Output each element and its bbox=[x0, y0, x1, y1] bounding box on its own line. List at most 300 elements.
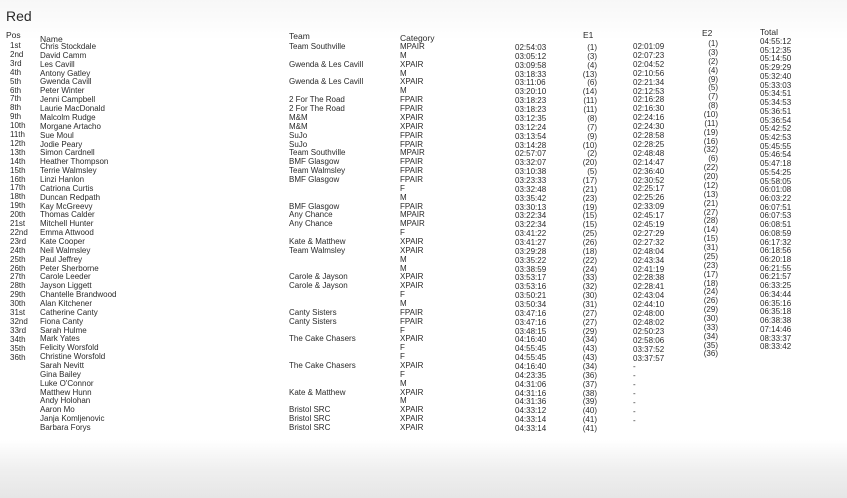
cell-name: Simon Cardnell bbox=[40, 148, 95, 158]
cell-category: M bbox=[400, 378, 407, 388]
cell-e2-rank: (27) bbox=[703, 207, 718, 217]
cell-e1-time: 04:33:12 bbox=[515, 406, 547, 416]
cell-team: Team Southville bbox=[289, 42, 346, 51]
cell-total: 05:46:54 bbox=[760, 150, 792, 160]
cell-e2-time: 02:27:29 bbox=[633, 228, 665, 238]
cell-category: FPAIR bbox=[400, 95, 423, 105]
cell-e1-time: 03:13:54 bbox=[515, 131, 547, 141]
cell-e1-time: 02:54:03 bbox=[515, 43, 547, 52]
cell-total: 07:14:46 bbox=[760, 324, 792, 334]
cell-e2-time: 02:41:19 bbox=[633, 264, 665, 274]
cell-e2-rank: (24) bbox=[703, 287, 718, 297]
cell-e2-rank: (14) bbox=[703, 225, 718, 235]
cell-name: Jenni Campbell bbox=[40, 95, 96, 105]
cell-name: Sarah Hulme bbox=[40, 325, 87, 335]
cell-e2-time: - bbox=[633, 362, 636, 372]
cell-pos: 2nd bbox=[10, 49, 24, 59]
cell-category: XPAIR bbox=[400, 245, 424, 255]
cell-e1-rank: (33) bbox=[582, 273, 597, 283]
cell-category: MPAIR bbox=[400, 210, 425, 220]
cell-e2-time: 02:43:04 bbox=[633, 291, 665, 301]
cell-e2-time: 02:45:19 bbox=[633, 220, 665, 229]
cell-e2-time: 02:28:38 bbox=[633, 273, 665, 283]
cell-e2-time: 02:16:28 bbox=[633, 95, 665, 105]
cell-name: Duncan Redpath bbox=[40, 192, 101, 202]
cell-e1-rank: (23) bbox=[582, 193, 597, 203]
cell-total: 05:47:18 bbox=[760, 159, 792, 169]
cell-e1-time: 03:11:06 bbox=[515, 78, 546, 88]
cell-category: FPAIR bbox=[400, 130, 423, 140]
cell-category: F bbox=[400, 325, 405, 335]
cell-team: BMF Glasgow bbox=[289, 174, 340, 184]
cell-name: Sue Moul bbox=[40, 130, 74, 140]
cell-category: F bbox=[400, 290, 405, 300]
cell-e2-time: 02:36:40 bbox=[633, 166, 665, 176]
cell-total: 06:33:25 bbox=[760, 281, 792, 291]
cell-e2-rank: (9) bbox=[708, 74, 718, 84]
cell-e2-time: 02:28:58 bbox=[633, 131, 665, 140]
cell-pos: 31st bbox=[10, 308, 26, 317]
header-team: Team bbox=[289, 31, 310, 41]
cell-category: FPAIR bbox=[400, 316, 423, 326]
cell-e1-time: 03:14:28 bbox=[515, 140, 547, 150]
cell-e2-rank: (2) bbox=[708, 56, 718, 66]
cell-e1-rank: (1) bbox=[587, 43, 597, 52]
cell-name: Chris Stockdale bbox=[40, 42, 97, 51]
cell-category: F bbox=[400, 369, 405, 379]
cell-pos: 9th bbox=[10, 112, 22, 122]
cell-name: Sarah Nevitt bbox=[40, 361, 85, 370]
cell-e2-time: 02:10:56 bbox=[633, 68, 665, 78]
cell-total: 06:34:44 bbox=[760, 289, 792, 299]
cell-name: Carole Leeder bbox=[40, 272, 91, 282]
cell-e1-rank: (27) bbox=[582, 317, 597, 327]
cell-e2-time: 02:45:17 bbox=[633, 211, 665, 221]
cell-e1-time: 03:05:12 bbox=[515, 51, 547, 61]
cell-e1-rank: (21) bbox=[582, 184, 597, 194]
cell-category: XPAIR bbox=[400, 334, 424, 344]
cell-total: 05:12:35 bbox=[760, 45, 792, 55]
cell-total: 06:07:53 bbox=[760, 211, 792, 221]
cell-e2-rank: (20) bbox=[703, 172, 718, 181]
cell-category: M bbox=[400, 68, 407, 78]
cell-total: 05:36:54 bbox=[760, 115, 792, 125]
cell-e1-time: 02:57:07 bbox=[515, 149, 547, 159]
cell-pos: 13th bbox=[10, 147, 26, 157]
cell-e2-rank: (16) bbox=[703, 136, 718, 146]
cell-name: Fiona Canty bbox=[40, 316, 84, 326]
cell-team: Gwenda & Les Cavill bbox=[289, 59, 364, 69]
cell-name: Heather Thompson bbox=[40, 157, 109, 167]
cell-name: Emma Attwood bbox=[40, 228, 94, 238]
cell-e1-rank: (29) bbox=[582, 326, 597, 336]
cell-e2-rank: (32) bbox=[703, 145, 718, 155]
cell-pos: 30th bbox=[10, 299, 26, 309]
cell-e2-rank: (22) bbox=[703, 163, 718, 173]
cell-e2-rank: (5) bbox=[708, 83, 718, 93]
cell-e2-time: 02:33:09 bbox=[633, 202, 665, 212]
cell-name: Peter Winter bbox=[40, 86, 85, 96]
cell-category: F bbox=[400, 352, 405, 362]
cell-e2-time: 02:12:53 bbox=[633, 86, 665, 96]
cell-e1-time: 04:33:14 bbox=[515, 415, 547, 425]
cell-e1-rank: (19) bbox=[582, 202, 597, 212]
cell-e2-rank: (36) bbox=[703, 349, 718, 359]
cell-e1-time: 03:22:34 bbox=[515, 211, 547, 221]
cell-category: XPAIR bbox=[400, 272, 424, 282]
cell-category: M bbox=[400, 298, 407, 308]
cell-pos: 29th bbox=[10, 290, 26, 300]
page-title: Red bbox=[6, 8, 32, 24]
cell-e1-time: 03:32:07 bbox=[515, 158, 547, 168]
cell-name: Malcolm Rudge bbox=[40, 112, 96, 122]
cell-e1-rank: (15) bbox=[582, 211, 597, 221]
cell-name: Matthew Hunn bbox=[40, 387, 92, 397]
cell-e2-rank: (26) bbox=[703, 296, 718, 306]
cell-total: 08:33:37 bbox=[760, 333, 792, 343]
cell-e1-rank: (11) bbox=[583, 105, 597, 114]
cell-e1-rank: (41) bbox=[582, 424, 597, 433]
cell-total: 06:38:38 bbox=[760, 316, 792, 325]
cell-e1-time: 04:31:16 bbox=[515, 388, 547, 398]
cell-category: M bbox=[400, 263, 407, 273]
cell-e1-rank: (41) bbox=[582, 415, 597, 425]
cell-pos: 26th bbox=[10, 263, 26, 273]
cell-category: MPAIR bbox=[400, 148, 425, 158]
cell-total: 06:35:18 bbox=[760, 307, 792, 317]
cell-pos: 22nd bbox=[10, 227, 28, 237]
cell-category: XPAIR bbox=[400, 112, 424, 122]
cell-e2-time: 02:04:52 bbox=[633, 59, 665, 69]
cell-total: 05:14:50 bbox=[760, 54, 792, 64]
cell-total: 05:34:51 bbox=[760, 89, 792, 99]
header-name: Name bbox=[40, 34, 63, 44]
cell-name: Peter Sherborne bbox=[40, 263, 99, 273]
cell-e2-rank: (7) bbox=[708, 92, 718, 102]
cell-total: 05:33:03 bbox=[760, 80, 792, 90]
cell-team: Team Walmsley bbox=[289, 166, 346, 175]
cell-team: M&M bbox=[289, 121, 308, 131]
cell-e1-time: 03:47:16 bbox=[515, 308, 547, 318]
cell-pos: 24th bbox=[10, 245, 26, 255]
cell-category: FPAIR bbox=[400, 139, 423, 149]
cell-category: XPAIR bbox=[400, 59, 424, 69]
cell-name: Gwenda Cavill bbox=[40, 77, 92, 87]
cell-e2-time: 02:27:32 bbox=[633, 237, 665, 247]
cell-pos: 27th bbox=[10, 272, 26, 282]
cell-e1-rank: (9) bbox=[587, 131, 597, 141]
cell-pos: 5th bbox=[10, 76, 22, 86]
cell-pos: 15th bbox=[10, 165, 26, 175]
cell-e2-time: - bbox=[633, 371, 636, 381]
cell-e2-rank: (6) bbox=[708, 154, 718, 164]
cell-total: 05:42:53 bbox=[760, 132, 792, 142]
cell-total: 05:58:05 bbox=[760, 176, 792, 186]
cell-category: XPAIR bbox=[400, 405, 424, 415]
cell-team: 2 For The Road bbox=[289, 95, 345, 105]
cell-e2-rank: (23) bbox=[703, 260, 718, 270]
cell-e2-time: 02:21:34 bbox=[633, 77, 665, 87]
cell-total: 05:54:25 bbox=[760, 167, 792, 177]
cell-name: Jayson Liggett bbox=[40, 281, 92, 291]
cell-e2-time: 02:24:16 bbox=[633, 113, 665, 123]
cell-e1-rank: (4) bbox=[587, 60, 597, 70]
cell-e1-time: 03:41:27 bbox=[515, 237, 547, 247]
cell-category: FPAIR bbox=[400, 307, 423, 317]
cell-e2-time: 02:58:06 bbox=[633, 335, 665, 345]
cell-e1-rank: (8) bbox=[587, 113, 597, 123]
cell-e1-rank: (7) bbox=[587, 122, 597, 132]
cell-category: F bbox=[400, 183, 405, 193]
cell-e2-time: 02:48:02 bbox=[633, 317, 665, 327]
cell-e2-time: - bbox=[633, 389, 636, 399]
cell-e1-rank: (31) bbox=[582, 299, 597, 309]
cell-e2-rank: (21) bbox=[703, 198, 718, 208]
cell-e1-time: 03:18:33 bbox=[515, 69, 547, 79]
cell-pos: 6th bbox=[10, 85, 22, 95]
cell-e1-rank: (10) bbox=[582, 140, 597, 150]
cell-category: XPAIR bbox=[400, 236, 424, 246]
header-e2: E2 bbox=[702, 28, 713, 38]
cell-total: 05:36:51 bbox=[760, 106, 792, 116]
cell-name: Terrie Walmsley bbox=[40, 166, 97, 175]
cell-total: 05:32:40 bbox=[760, 71, 792, 81]
cell-team: SuJo bbox=[289, 130, 308, 140]
cell-team: Gwenda & Les Cavill bbox=[289, 77, 364, 87]
cell-category: F bbox=[400, 228, 405, 238]
cell-e1-time: 03:48:15 bbox=[515, 326, 547, 336]
cell-e1-time: 03:10:38 bbox=[515, 167, 547, 176]
cell-e1-rank: (34) bbox=[582, 362, 597, 371]
cell-team: Kate & Matthew bbox=[289, 236, 346, 246]
cell-e1-rank: (30) bbox=[582, 291, 597, 301]
cell-pos: 12th bbox=[10, 138, 26, 148]
cell-total: 06:21:57 bbox=[760, 272, 792, 282]
cell-category: M bbox=[400, 254, 407, 264]
cell-e2-rank: (13) bbox=[703, 189, 718, 199]
cell-team: Team Southville bbox=[289, 148, 346, 158]
cell-name: Antony Gatley bbox=[40, 68, 91, 78]
cell-category: M bbox=[400, 192, 407, 202]
cell-e2-time: 02:16:30 bbox=[633, 104, 665, 114]
cell-team: Any Chance bbox=[289, 210, 333, 220]
cell-e1-rank: (5) bbox=[587, 167, 597, 176]
cell-e2-time: 02:28:41 bbox=[633, 282, 665, 292]
header-category: Category bbox=[400, 33, 435, 43]
cell-name: Kay McGreevy bbox=[40, 201, 93, 211]
cell-e2-time: 02:01:09 bbox=[633, 42, 665, 51]
cell-e1-time: 04:55:45 bbox=[515, 344, 547, 354]
cell-pos: 19th bbox=[10, 201, 26, 211]
cell-name: Laurie MacDonald bbox=[40, 104, 105, 113]
cell-e1-rank: (26) bbox=[582, 237, 597, 247]
cell-e1-rank: (32) bbox=[582, 282, 597, 292]
cell-e2-time: 02:43:34 bbox=[633, 255, 665, 265]
cell-e1-time: 03:35:22 bbox=[515, 255, 547, 265]
cell-e2-time: 02:48:04 bbox=[633, 246, 665, 256]
cell-total: 04:55:12 bbox=[760, 37, 792, 46]
cell-e2-rank: (18) bbox=[703, 278, 718, 288]
cell-e1-time: 03:20:10 bbox=[515, 87, 547, 97]
cell-e1-time: 03:53:17 bbox=[515, 273, 547, 283]
cell-e2-time: 02:48:48 bbox=[633, 148, 665, 158]
cell-category: XPAIR bbox=[400, 423, 424, 432]
cell-name: Barbara Forys bbox=[40, 423, 91, 432]
cell-e2-time: 02:30:52 bbox=[633, 175, 665, 185]
cell-pos: 3rd bbox=[10, 58, 22, 68]
cell-e1-time: 03:32:48 bbox=[515, 184, 547, 194]
cell-e1-rank: (22) bbox=[582, 255, 597, 265]
cell-team: Carole & Jayson bbox=[289, 281, 348, 291]
cell-e2-rank: (33) bbox=[703, 322, 718, 332]
cell-e2-time: 02:50:23 bbox=[633, 326, 665, 336]
cell-e1-rank: (13) bbox=[582, 69, 597, 79]
cell-name: Andy Holohan bbox=[40, 396, 91, 406]
cell-pos: 28th bbox=[10, 281, 26, 291]
cell-name: Catriona Curtis bbox=[40, 183, 94, 193]
cell-name: Morgane Artacho bbox=[40, 121, 101, 131]
cell-e1-time: 04:33:14 bbox=[515, 424, 547, 433]
cell-category: FPAIR bbox=[400, 166, 423, 175]
header-pos: Pos bbox=[6, 30, 21, 40]
cell-e1-time: 03:35:42 bbox=[515, 193, 547, 203]
cell-name: Gina Bailey bbox=[40, 369, 81, 379]
cell-team: BMF Glasgow bbox=[289, 157, 340, 167]
cell-name: Alan Kitchener bbox=[40, 298, 93, 308]
cell-name: Luke O'Connor bbox=[40, 378, 94, 388]
cell-e1-time: 04:16:40 bbox=[515, 362, 547, 371]
cell-pos: 17th bbox=[10, 183, 26, 193]
header-e1: E1 bbox=[583, 30, 594, 40]
cell-e1-time: 04:31:36 bbox=[515, 397, 547, 407]
cell-e1-rank: (14) bbox=[582, 87, 597, 97]
cell-category: XPAIR bbox=[400, 414, 424, 424]
cell-category: XPAIR bbox=[400, 387, 424, 397]
cell-pos: 1st bbox=[10, 41, 21, 50]
cell-team: The Cake Chasers bbox=[289, 361, 356, 370]
cell-e2-time: 02:25:26 bbox=[633, 193, 665, 203]
cell-e2-rank: (34) bbox=[703, 331, 718, 341]
cell-team: Kate & Matthew bbox=[289, 387, 346, 397]
cell-e2-time: 02:48:00 bbox=[633, 309, 665, 318]
cell-total: 05:45:55 bbox=[760, 141, 792, 151]
cell-e2-rank: (1) bbox=[708, 39, 718, 48]
cell-e2-time: - bbox=[633, 415, 636, 425]
cell-name: Les Cavill bbox=[40, 59, 75, 69]
cell-e1-rank: (24) bbox=[582, 264, 597, 274]
cell-team: Carole & Jayson bbox=[289, 272, 348, 282]
cell-e2-rank: (8) bbox=[708, 101, 718, 111]
cell-e1-rank: (25) bbox=[582, 229, 597, 239]
cell-e1-time: 03:38:59 bbox=[515, 264, 547, 274]
cell-name: Christine Worsfold bbox=[40, 352, 106, 362]
cell-e1-time: 04:23:35 bbox=[515, 370, 547, 380]
cell-team: 2 For The Road bbox=[289, 104, 345, 113]
cell-e1-time: 03:50:21 bbox=[515, 291, 547, 301]
cell-e2-rank: (12) bbox=[703, 180, 718, 190]
cell-e1-rank: (3) bbox=[587, 51, 597, 61]
cell-name: Mark Yates bbox=[40, 334, 80, 344]
cell-total: 06:35:16 bbox=[760, 298, 792, 308]
cell-pos: 21st bbox=[10, 219, 26, 228]
cell-total: 06:07:51 bbox=[760, 202, 792, 212]
cell-name: Catherine Canty bbox=[40, 307, 98, 317]
cell-pos: 7th bbox=[10, 94, 22, 104]
cell-name: Paul Jeffrey bbox=[40, 254, 83, 264]
cell-e1-time: 03:53:16 bbox=[515, 282, 547, 292]
cell-e2-rank: (15) bbox=[703, 234, 718, 244]
cell-e1-time: 04:55:45 bbox=[515, 353, 547, 363]
cell-team: BMF Glasgow bbox=[289, 201, 340, 211]
cell-total: 06:17:32 bbox=[760, 237, 792, 247]
cell-e2-time: 02:24:30 bbox=[633, 122, 665, 132]
cell-e1-time: 03:30:13 bbox=[515, 202, 547, 212]
cell-e1-rank: (39) bbox=[582, 397, 597, 407]
cell-category: F bbox=[400, 343, 405, 353]
cell-name: Linzi Hanlon bbox=[40, 174, 85, 184]
cell-e1-rank: (37) bbox=[582, 379, 597, 389]
cell-e1-rank: (18) bbox=[582, 246, 597, 256]
cell-e2-rank: (17) bbox=[703, 269, 718, 279]
cell-e1-rank: (2) bbox=[587, 149, 597, 159]
cell-e2-time: 03:37:57 bbox=[633, 353, 665, 363]
cell-team: M&M bbox=[289, 112, 308, 122]
cell-e1-time: 03:50:34 bbox=[515, 299, 547, 309]
cell-team: Any Chance bbox=[289, 219, 333, 229]
cell-pos: 35th bbox=[10, 343, 26, 353]
cell-category: M bbox=[400, 50, 407, 60]
cell-e1-time: 03:47:16 bbox=[515, 317, 547, 327]
header-total: Total bbox=[760, 27, 778, 37]
cell-e2-rank: (11) bbox=[704, 118, 718, 128]
cell-category: XPAIR bbox=[400, 281, 424, 291]
cell-e2-rank: (31) bbox=[703, 243, 718, 252]
cell-e2-rank: (4) bbox=[708, 65, 718, 75]
cell-name: Chantelle Brandwood bbox=[40, 290, 117, 300]
cell-team: Canty Sisters bbox=[289, 307, 337, 317]
cell-e2-rank: (25) bbox=[703, 251, 718, 261]
cell-e1-time: 03:22:34 bbox=[515, 220, 547, 230]
cell-e1-time: 03:29:28 bbox=[515, 246, 547, 256]
cell-e2-rank: (10) bbox=[703, 110, 718, 119]
cell-category: FPAIR bbox=[400, 104, 423, 113]
cell-e1-time: 03:09:58 bbox=[515, 60, 547, 70]
cell-e1-rank: (20) bbox=[582, 158, 597, 168]
cell-pos: 8th bbox=[10, 103, 22, 113]
cell-category: FPAIR bbox=[400, 174, 423, 184]
cell-e2-rank: (28) bbox=[703, 216, 718, 226]
cell-e2-rank: (35) bbox=[703, 340, 718, 350]
cell-total: 06:20:18 bbox=[760, 255, 792, 264]
cell-e1-rank: (38) bbox=[582, 388, 597, 398]
cell-e2-time: - bbox=[633, 380, 636, 390]
cell-total: 05:29:29 bbox=[760, 63, 792, 73]
cell-pos: 20th bbox=[10, 210, 26, 220]
cell-pos: 14th bbox=[10, 156, 26, 166]
cell-e2-time: 02:25:17 bbox=[633, 184, 665, 194]
cell-pos: 33rd bbox=[10, 325, 27, 335]
cell-e1-rank: (17) bbox=[582, 175, 597, 185]
cell-e2-time: - bbox=[633, 398, 636, 407]
cell-team: Bristol SRC bbox=[289, 423, 331, 432]
cell-total: 06:03:22 bbox=[760, 194, 792, 203]
cell-e2-rank: (30) bbox=[703, 314, 718, 323]
cell-total: 05:34:53 bbox=[760, 98, 792, 107]
cell-team: Bristol SRC bbox=[289, 414, 331, 424]
cell-pos: 36th bbox=[10, 352, 26, 362]
cell-name: Kate Cooper bbox=[40, 236, 85, 246]
cell-e1-rank: (43) bbox=[582, 344, 597, 354]
